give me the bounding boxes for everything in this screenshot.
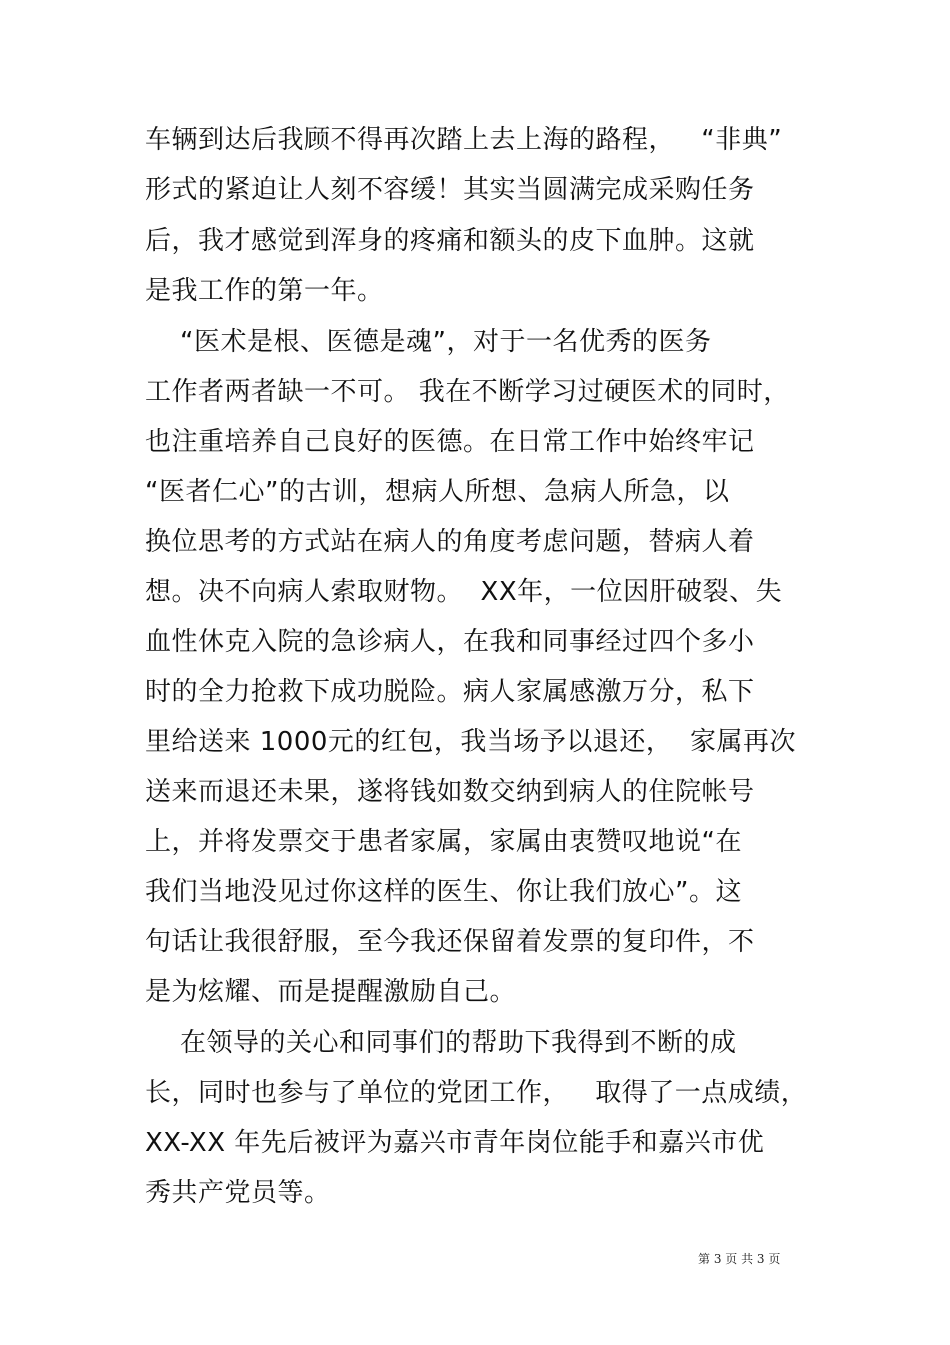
- text-line: XX-XX 年先后被评为嘉兴市青年岗位能手和嘉兴市优: [145, 1128, 765, 1158]
- text-line: 上，并将发票交于患者家属，家属由衷赞叹地说“在: [145, 827, 742, 857]
- text-line: 在领导的关心和同事们的帮助下我得到不断的成: [145, 1028, 737, 1058]
- text-line: “医术是根、医德是魂”，对于一名优秀的医务: [145, 327, 712, 357]
- text-line: 车辆到达后我顾不得再次踏上去上海的路程， “非典”: [145, 125, 783, 155]
- text-line: 长，同时也参与了单位的党团工作， 取得了一点成绩，: [145, 1078, 808, 1108]
- page-number-footer: 第 3 页 共 3 页: [698, 1252, 781, 1266]
- text-line: 时的全力抢救下成功脱险。病人家属感激万分，私下: [145, 677, 755, 707]
- text-line: 送来而退还未果，遂将钱如数交纳到病人的住院帐号: [145, 777, 755, 807]
- text-line: 形式的紧迫让人刻不容缓！其实当圆满完成采购任务: [145, 175, 755, 205]
- text-line: 也注重培养自己良好的医德。在日常工作中始终牢记: [145, 427, 755, 457]
- text-line: 是为炫耀、而是提醒激励自己。: [145, 977, 517, 1007]
- text-line: 是我工作的第一年。: [145, 276, 384, 306]
- text-line: 秀共产党员等。: [145, 1178, 331, 1208]
- text-line: 我们当地没见过你这样的医生、你让我们放心”。这: [145, 877, 742, 907]
- text-line: “医者仁心”的古训，想病人所想、急病人所急，以: [145, 477, 730, 507]
- text-line: 换位思考的方式站在病人的角度考虑问题，替病人着: [145, 527, 755, 557]
- text-line: 后，我才感觉到浑身的疼痛和额头的皮下血肿。这就: [145, 226, 755, 256]
- text-line: 句话让我很舒服，至今我还保留着发票的复印件，不: [145, 927, 755, 957]
- text-line: 工作者两者缺一不可。 我在不断学习过硬医术的同时，: [145, 377, 790, 407]
- text-line: 血性休克入院的急诊病人，在我和同事经过四个多小: [145, 627, 755, 657]
- text-line: 里给送来 1000元的红包，我当场予以退还， 家属再次: [145, 727, 796, 757]
- text-line: 想。决不向病人索取财物。 XX年，一位因肝破裂、失: [145, 577, 783, 607]
